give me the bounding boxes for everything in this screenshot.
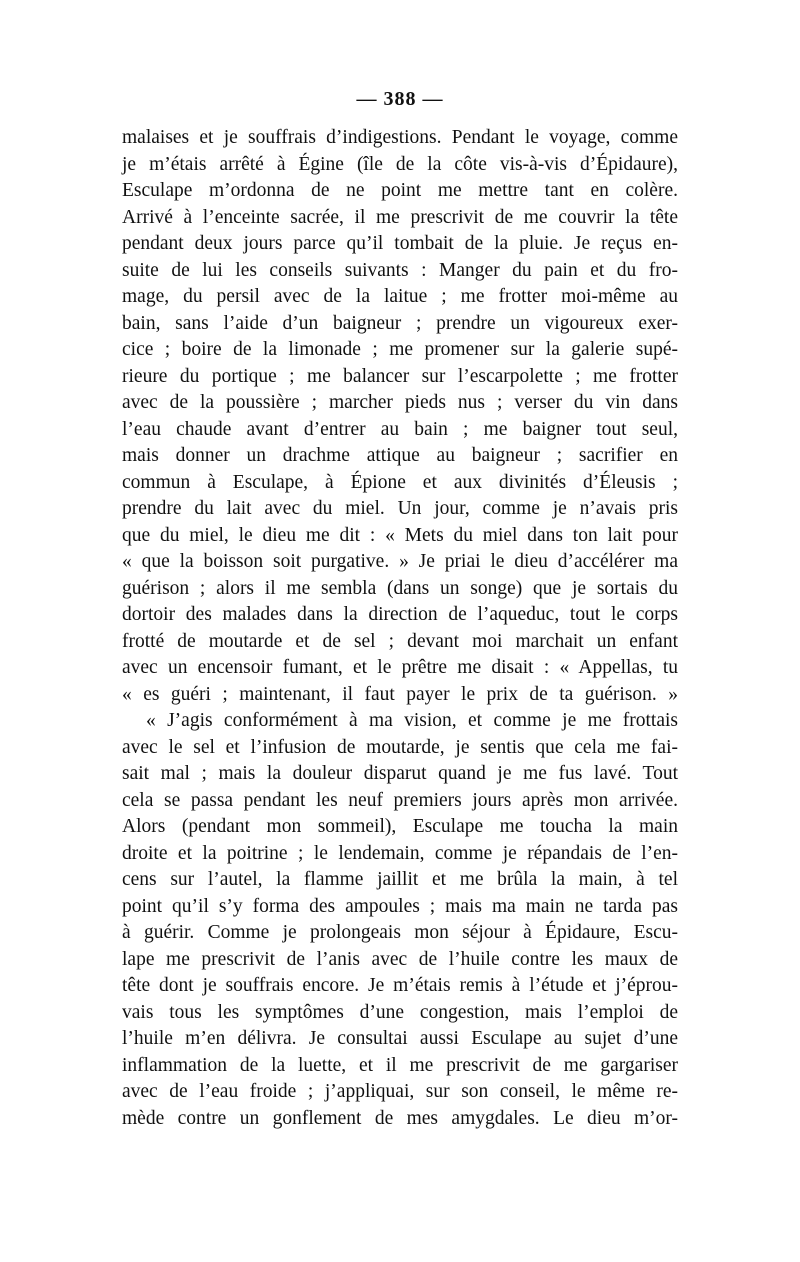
text-line: cens sur l’autel, la flamme jaillit et me brûla la main, à tel <box>122 869 678 890</box>
text-line: l’huile m’en délivra. Je consultai aussi Esculape au sujet d’une <box>122 1028 678 1049</box>
text-line: Arrivé à l’enceinte sacrée, il me prescrivit de me couvrir la tête <box>122 206 678 228</box>
text-line: que du miel, le dieu me dit : « Mets du miel dans ton lait pour <box>122 524 678 546</box>
text-line: commun à Esculape, à Épione et aux divinités d’Éleusis ; <box>122 471 678 493</box>
text-line: mède contre un gonflement de mes amygdales. Le dieu m’or- <box>122 1107 678 1129</box>
text-line: avec un encensoir fumant, et le prêtre me disait : « Appellas, tu <box>122 657 678 678</box>
text-line: point qu’il s’y forma des ampoules ; mais ma main ne tarda pas <box>122 895 678 917</box>
text-line: mage, du persil avec de la laitue ; me frotter moi-même au <box>122 286 678 307</box>
text-line: avec de la poussière ; marcher pieds nus ; verser du vin dans <box>122 392 678 413</box>
text-line: suite de lui les conseils suivants : Manger du pain et du fro- <box>122 259 678 281</box>
text-line: vais tous les symptômes d’une congestion, mais l’emploi de <box>122 1001 678 1023</box>
text-line: bain, sans l’aide d’un baigneur ; prendre un vigoureux exer- <box>122 312 678 334</box>
text-line: mais donner un drachme attique au baigneur ; sacrifier en <box>122 445 678 466</box>
text-line: tête dont je souffrais encore. Je m’étais remis à l’étude et j’éprou- <box>122 975 678 996</box>
text-line: Esculape m’ordonna de ne point me mettre tant en colère. <box>122 180 678 201</box>
text-line: guérison ; alors il me sembla (dans un songe) que je sortais du <box>122 577 678 599</box>
text-line: prendre du lait avec du miel. Un jour, comme je n’avais pris <box>122 498 678 519</box>
text-line: inflammation de la luette, et il me prescrivit de me gargariser <box>122 1054 678 1076</box>
text-line: « que la boisson soit purgative. » Je priai le dieu d’accélérer ma <box>122 551 678 572</box>
text-line: lape me prescrivit de l’anis avec de l’huile contre les maux de <box>122 948 678 970</box>
text-line: malaises et je souffrais d’indigestions. Pendant le voyage, comme <box>122 127 678 148</box>
text-line: cela se passa pendant les neuf premiers jours après mon arrivée. <box>122 789 678 811</box>
page-number: — 388 — <box>356 88 444 110</box>
text-line: avec de l’eau froide ; j’appliquai, sur son conseil, le même re- <box>122 1081 678 1102</box>
text-line: Alors (pendant mon sommeil), Esculape me toucha la main <box>122 816 678 837</box>
text-line: droite et la poitrine ; le lendemain, comme je répandais de l’en- <box>122 842 678 864</box>
text-line: « J’agis conformément à ma vision, et comme je me frottais <box>146 710 678 731</box>
text-line: sait mal ; mais la douleur disparut quand je me fus lavé. Tout <box>122 763 678 784</box>
text-line: à guérir. Comme je prolongeais mon séjour à Épidaure, Escu- <box>122 922 678 943</box>
text-line: frotté de moutarde et de sel ; devant moi marchait un enfant <box>122 630 678 652</box>
text-line: l’eau chaude avant d’entrer au bain ; me baigner tout seul, <box>122 418 678 440</box>
body-text <box>122 125 678 1132</box>
text-line: dortoir des malades dans la direction de l’aqueduc, tout le corps <box>122 604 678 625</box>
text-line: rieure du portique ; me balancer sur l’escarpolette ; me frotter <box>122 365 678 387</box>
text-line: cice ; boire de la limonade ; me promener sur la galerie supé- <box>122 339 678 360</box>
text-line: avec le sel et l’infusion de moutarde, je sentis que cela me fai- <box>122 736 678 758</box>
text-line: pendant deux jours parce qu’il tombait de la pluie. Je reçus en- <box>122 233 678 254</box>
text-line: je m’étais arrêté à Égine (île de la côte vis-à-vis d’Épidaure), <box>122 153 678 175</box>
text-line: « es guéri ; maintenant, il faut payer le prix de ta guérison. » <box>122 683 678 705</box>
